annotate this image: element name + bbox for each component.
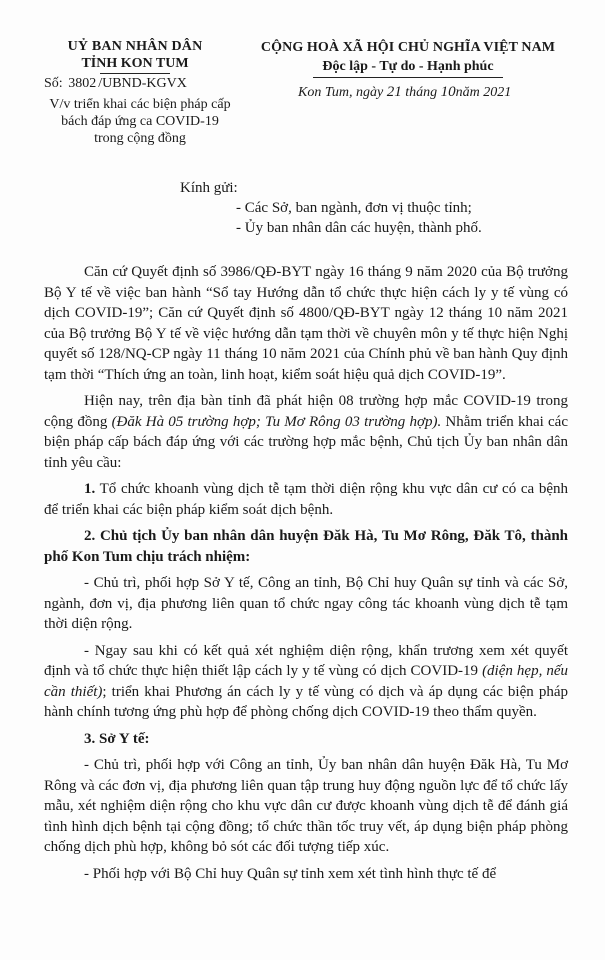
- doc-number-value: 3802: [68, 76, 97, 91]
- situation-cases-detail: (Đăk Hà 05 trường hợp; Tu Mơ Rông 03 trường hợp).: [111, 413, 442, 430]
- section-2-item-1: - Chủ trì, phối hợp Sở Y tế, Công an tỉnh, Bộ Chỉ huy Quân sự tỉnh và các Sở, ngành, đơn vị, địa phương liên quan tổ chức ngay công tác khoanh vùng dịch tễ tạm thời diện rộng.: [44, 575, 568, 632]
- document-summary: [40, 96, 240, 147]
- recipients-label: Kính gửi:: [180, 180, 238, 196]
- section-1-number: 1.: [84, 481, 96, 497]
- recipient-item: - Ủy ban nhân dân các huyện, thành phố.: [236, 220, 482, 236]
- section-1-text: Tổ chức khoanh vùng dịch tễ tạm thời diện rộng khu vực dân cư có ca bệnh để triển khai các biện pháp kiểm soát dịch bệnh.: [44, 481, 568, 518]
- date-year-label: năm: [455, 85, 480, 100]
- document-number: [44, 76, 187, 92]
- summary-line-2: bách đáp ứng ca COVID-19: [61, 114, 219, 129]
- motto-underline: [313, 77, 503, 78]
- document-body: [44, 262, 568, 890]
- section-3-item-2: - Phối hợp với Bộ Chỉ huy Quân sự tỉnh xem xét tình hình thực tế để: [84, 865, 497, 882]
- situation-paragraph: [44, 391, 568, 473]
- section-2-heading: 2. Chủ tịch Ủy ban nhân dân huyện Đăk Hà, Tu Mơ Rông, Đăk Tô, thành phố Kon Tum chịu trách nhiệm:: [44, 528, 568, 565]
- summary-line-1: V/v triển khai các biện pháp cấp: [49, 97, 231, 112]
- recipient-item: - Các Sở, ban ngành, đơn vị thuộc tỉnh;: [236, 200, 472, 216]
- situation-text-a: Hiện nay, trên địa bàn tỉnh đã phát hiện 08 trường hợp mắc COVID-19 trong cộng đồng: [44, 393, 568, 430]
- place-and-date: [298, 84, 511, 101]
- date-year: 2021: [483, 85, 512, 100]
- section-2-item-2-a: - Ngay sau khi có kết quả xét nghiệm diện rộng, khẩn trương xem xét quyết định và tổ chức thực hiện thiết lập cách ly y tế vùng có dịch COVID-19: [44, 642, 568, 679]
- section-2-item-2-note: (diện hẹp, nếu cần thiết): [44, 663, 568, 700]
- section-3-item-1: - Chủ trì, phối hợp với Công an tỉnh, Ủy ban nhân dân huyện Đăk Hà, Tu Mơ Rông và các đơn vị, địa phương liên quan tập trung huy động nguồn lực để tổ chức lấy mẫu, xét nghiệm diện rộng cho khu vực dân cư được khoanh vùng dịch tễ để đánh giá tình hình dịch bệnh tại cộng đồng; tổ chức thần tốc truy vết, áp dụng biện pháp phòng chống dịch phù hợp, không bỏ sót các đối tượng tiếp xúc.: [44, 757, 568, 855]
- doc-number-suffix: /UBND-KGVX: [98, 76, 187, 91]
- legal-basis-paragraph: Căn cứ Quyết định số 3986/QĐ-BYT ngày 16 tháng 9 năm 2020 của Bộ trưởng Bộ Y tế về việc ban hành “Sổ tay Hướng dẫn tổ chức thực hiện cách ly y tế vùng có dịch COVID-19”; Căn cứ Quyết định số 4800/QĐ-BYT ngày 12 tháng 10 năm 2021 của Bộ trưởng Bộ Y tế về việc hướng dẫn tạm thời về chuyên môn y tế thực hiện Nghị quyết số 128/NQ-CP ngày 11 tháng 10 năm 2021 của Chính phủ về ban hành Quy định tạm thời “Thích ứng an toàn, linh hoạt, kiểm soát hiệu quả dịch COVID-19”.: [44, 264, 568, 383]
- situation-text-b: Nhằm triển khai các biện pháp cấp bách đáp ứng với các trường hợp mắc bệnh, Chủ tịch Ủy ban nhân dân tỉnh yêu cầu:: [44, 413, 568, 471]
- date-month-label: tháng: [405, 85, 438, 100]
- authority-line-2: TỈNH KON TUM: [81, 56, 189, 71]
- national-title: [240, 38, 576, 78]
- national-motto: Độc lập - Tự do - Hạnh phúc: [322, 59, 494, 74]
- issuing-authority: [40, 38, 230, 74]
- section-2-item-2: [44, 641, 568, 723]
- authority-line-1: UỶ BAN NHÂN DÂN: [67, 39, 203, 54]
- section-3-heading: 3. Sở Y tế:: [84, 730, 150, 747]
- section-2-item-2-b: ; triển khai Phương án cách ly y tế vùng có dịch và áp dụng các biện pháp hành chính tương ứng phù hợp để phòng chống dịch COVID-19 theo thẩm quyền.: [44, 683, 568, 720]
- place-date-prefix: Kon Tum, ngày: [298, 85, 384, 100]
- doc-number-prefix: Số:: [44, 76, 63, 91]
- authority-underline: [100, 73, 170, 74]
- summary-line-3: trong cộng đồng: [94, 131, 186, 146]
- nation-name: CỘNG HOÀ XÃ HỘI CHỦ NGHĨA VIỆT NAM: [260, 40, 556, 55]
- date-day: 21: [386, 84, 402, 100]
- date-month: 10: [440, 84, 456, 100]
- section-1: [44, 479, 568, 520]
- recipients: [180, 178, 482, 238]
